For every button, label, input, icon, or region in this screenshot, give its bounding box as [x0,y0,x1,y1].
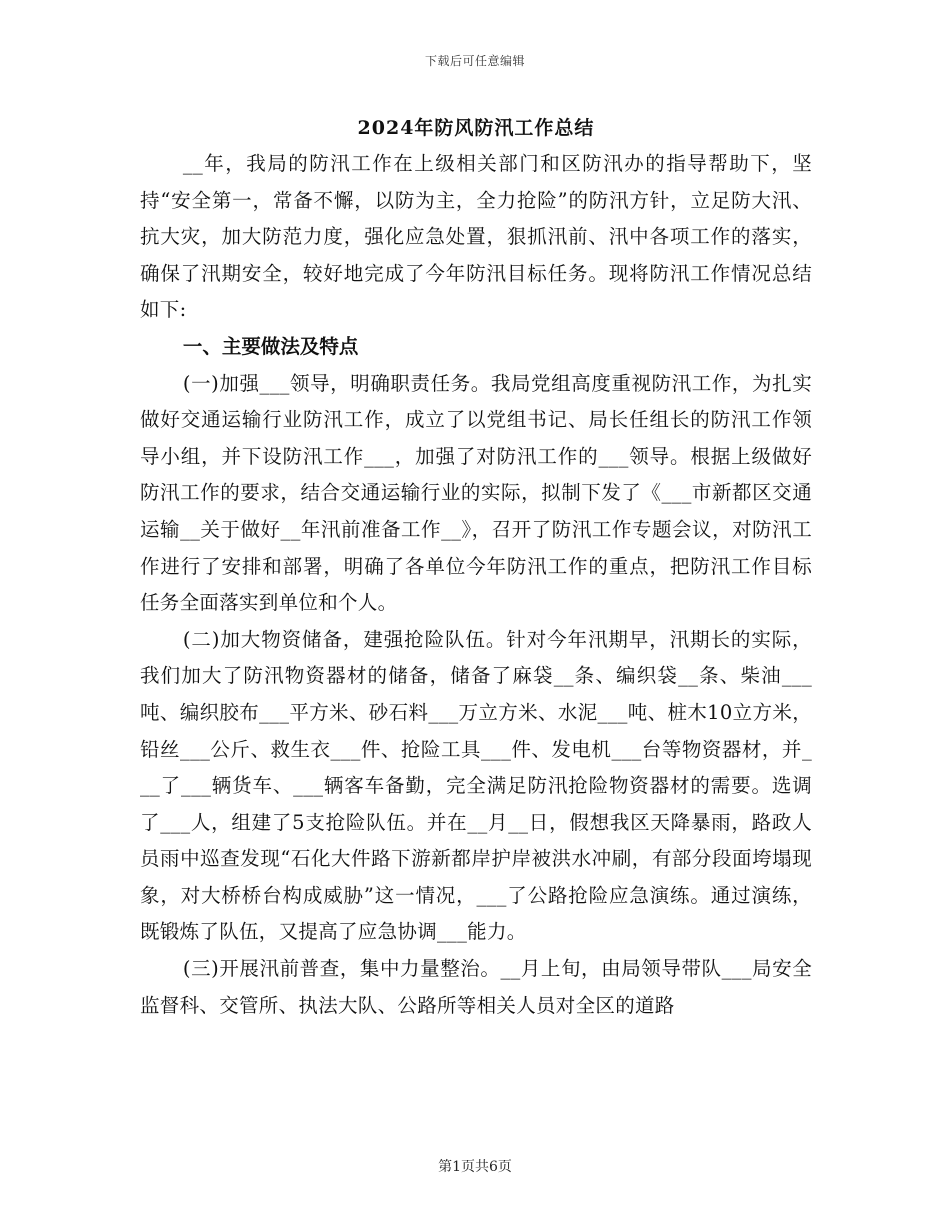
page-number: 第1页共6页 [438,1159,512,1175]
paragraph-materials: (二)加大物资储备，建强抢险队伍。针对今年汛期早，汛期长的实际，我们加大了防汛物资器材的储备，储备了麻袋__条、编织袋__条、柴油___吨、编织胶布___平方米、砂石料___万立方米、水泥___吨、桩木10立方米，铅丝___公斤、救生衣___件、抢险工具___件、发电机___台等物资器材，并___了___辆货车、___辆客车备勤，完全满足防汛抢险物资器材的需要。选调了___人，组建了5支抢险队伍。并在__月__日，假想我区天降暴雨，路政人员雨中巡查发现“石化大件路下游新都岸护岸被洪水冲刷，有部分段面垮塌现象，对大桥桥台构成威胁”这一情况，___了公路抢险应急演练。通过演练，既锻炼了队伍，又提高了应急协调___能力。 [140,627,812,944]
document-body [140,110,812,1024]
paragraph-inspection: (三)开展汛前普查，集中力量整治。__月上旬，由局领导带队___局安全监督科、交管所、执法大队、公路所等相关人员对全区的道路 [140,957,812,1017]
page-header: 下载后可任意编辑 [424,54,525,68]
document-title: 2024年防风防汛工作总结 [357,117,595,139]
paragraph-leadership: (一)加强___领导，明确职责任务。我局党组高度重视防汛工作，为扎实做好交通运输行业防汛工作，成立了以党组书记、局长任组长的防汛工作领导小组，并下设防汛工作___，加强了对防汛工作的___领导。根据上级做好防汛工作的要求，结合交通运输行业的实际，拟制下发了《___市新都区交通运输__关于做好__年汛前准备工作__》，召开了防汛工作专题会议，对防汛工作进行了安排和部署，明确了各单位今年防汛工作的重点，把防汛工作目标任务全面落实到单位和个人。 [140,371,812,615]
intro-paragraph: __年，我局的防汛工作在上级相关部门和区防汛办的指导帮助下，坚持“安全第一，常备不懈，以防为主，全力抢险”的防汛方针，立足防大汛、抗大灾，加大防范力度，强化应急处置，狠抓汛前、汛中各项工作的落实，确保了汛期安全，较好地完成了今年防汛目标任务。现将防汛工作情况总结如下: [140,152,812,322]
section-heading: 一、主要做法及特点 [182,334,359,358]
